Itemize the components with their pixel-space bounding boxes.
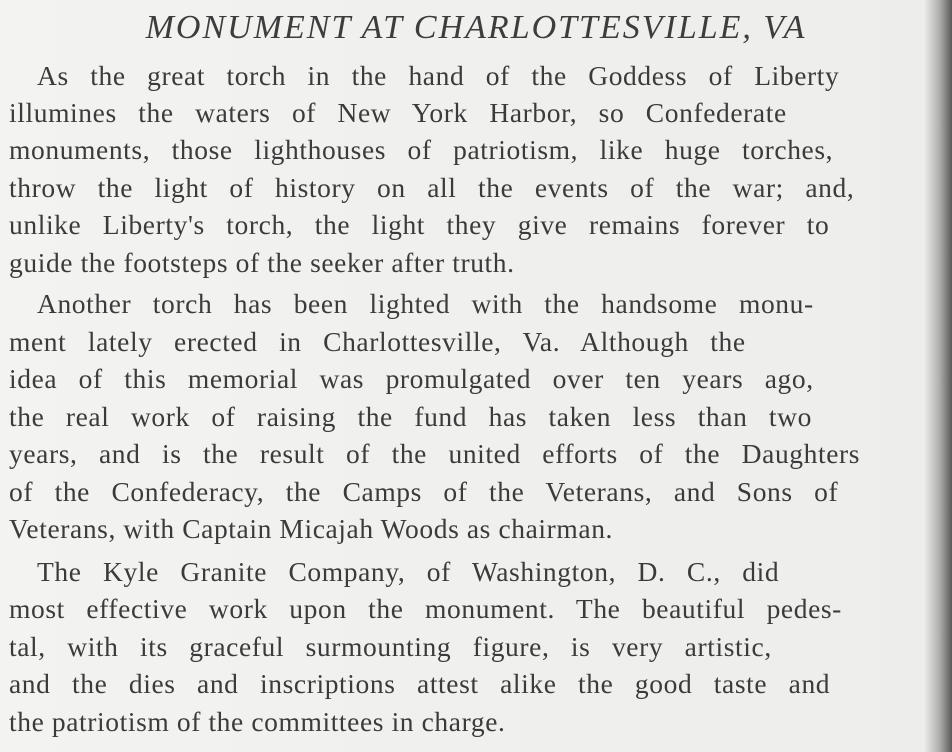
- text-line: guide the footsteps of the seeker after truth.: [9, 247, 515, 278]
- text-line: The Kyle Granite Company, of Washington, D. C., did: [37, 556, 780, 587]
- article-title: MONUMENT AT CHARLOTTESVILLE, VA: [145, 9, 807, 46]
- text-line: ment lately erected in Charlottesville, Va. Although the: [9, 326, 746, 357]
- text-line: and the dies and inscriptions attest alike the good taste and: [9, 668, 831, 699]
- text-line: years, and is the result of the united efforts of the Daughters: [9, 438, 861, 469]
- text-line: illumines the waters of New York Harbor, so Confederate: [9, 97, 787, 128]
- text-line: As the great torch in the hand of the Goddess of Liberty: [37, 60, 840, 91]
- text-line: Another torch has been lighted with the handsome monu-: [37, 288, 814, 319]
- text-line: the patriotism of the committees in charge.: [9, 706, 506, 737]
- text-line: of the Confederacy, the Camps of the Veterans, and Sons of: [9, 476, 839, 507]
- text-line: the real work of raising the fund has taken less than two: [9, 401, 812, 432]
- page-edge-shadow: [924, 0, 952, 752]
- text-line: most effective work upon the monument. The beautiful pedes-: [9, 593, 842, 624]
- text-line: idea of this memorial was promulgated over ten years ago,: [9, 363, 814, 394]
- text-line: monuments, those lighthouses of patriotism, like huge torches,: [9, 134, 834, 165]
- text-line: tal, with its graceful surmounting figure, is very artistic,: [9, 631, 772, 662]
- text-line: unlike Liberty's torch, the light they give remains forever to: [9, 209, 830, 240]
- text-line: throw the light of history on all the events of the war; and,: [9, 172, 855, 203]
- text-line: Veterans, with Captain Micajah Woods as chairman.: [9, 513, 614, 544]
